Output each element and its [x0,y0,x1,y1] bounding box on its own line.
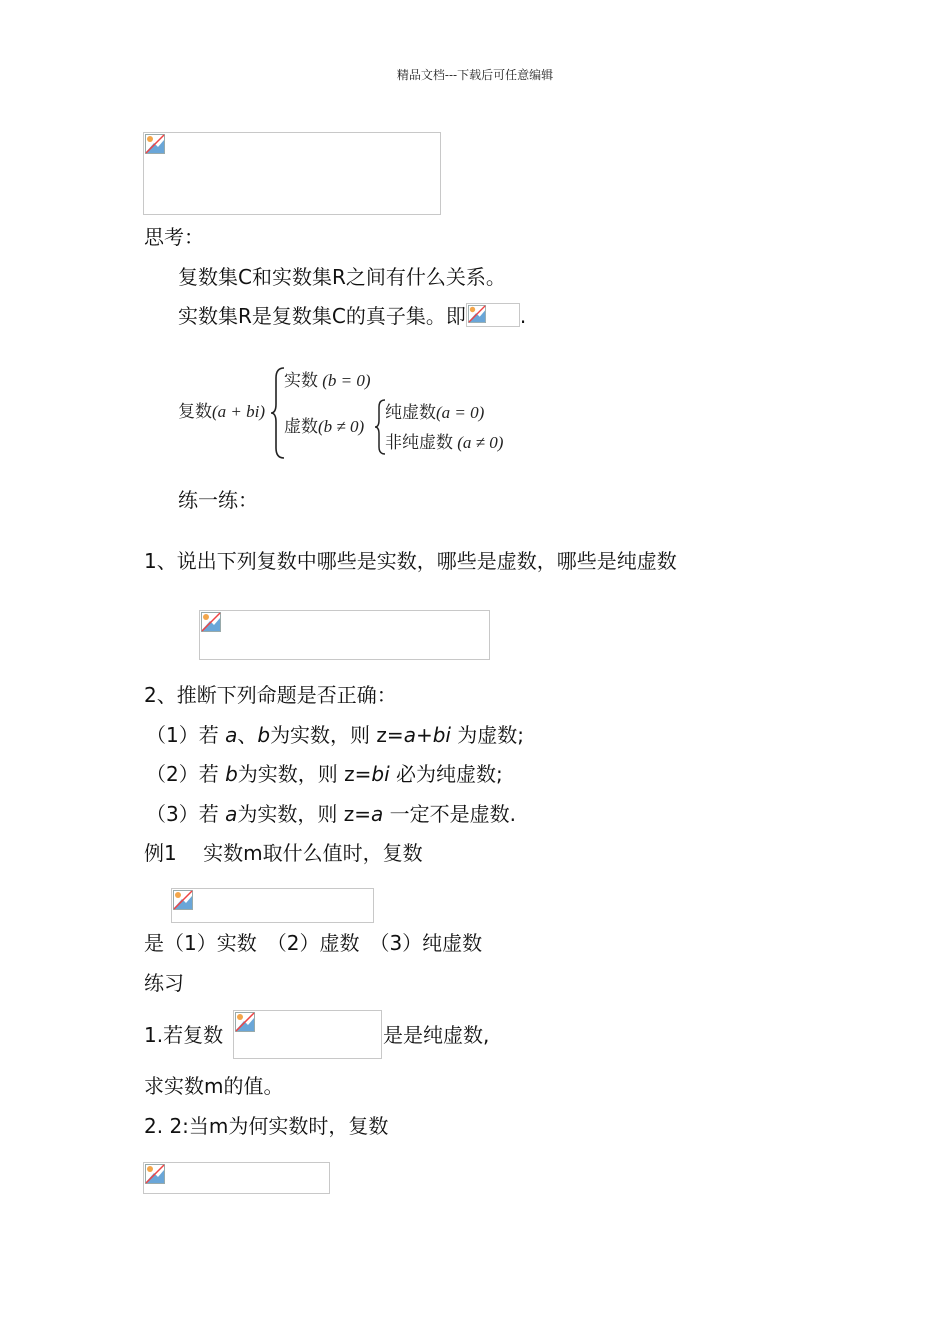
practice-title: 练一练： [178,488,258,512]
classification-diagram [178,364,538,464]
subset-image [466,303,520,327]
question-1: 1、说出下列复数中哪些是实数，哪些是虚数，哪些是纯虚数 [144,549,677,573]
broken-image-icon [201,612,221,632]
example-1-title: 例1 实数m取什么值时，复数 [144,841,423,865]
real-label: 实数 (b = 0) [284,371,371,390]
exercise-1-formula-image [233,1010,382,1059]
think-answer [178,303,526,329]
question-2-item-1: （1）若 a、b为实数，则 z=a+bi 为虚数; [146,723,525,747]
root-label: 复数(a + bi) [178,402,266,421]
question-2-item-2: （2）若 b为实数，则 z=bi 必为纯虚数; [146,762,503,786]
example-1-answer: 是（1）实数 （2）虚数 （3）纯虚数 [144,931,483,955]
question-2-item-3: （3）若 a为实数，则 z=a 一定不是虚数. [146,802,516,826]
nonpure-imag-label: 非纯虚数 (a ≠ 0) [385,433,504,452]
broken-image-icon [468,305,486,323]
broken-image-icon [235,1012,255,1032]
exercise-2: 2. 2:当m为何实数时，复数 [144,1114,389,1138]
page-header: 精品文档---下载后可任意编辑 [396,68,554,82]
think-title: 思考： [144,225,204,249]
example-1-formula-image [171,888,374,923]
exercise-1-after: 是是纯虚数, [383,1023,490,1047]
exercise-2-formula-image [143,1162,330,1194]
broken-image-icon [145,1164,165,1184]
exercise-1-before: 1.若复数 [144,1023,224,1047]
broken-image-icon [145,134,165,154]
think-answer-period: . [519,304,527,328]
complex-list-image [199,610,490,660]
think-question: 复数集C和实数集R之间有什么关系。 [178,265,506,289]
question-2-title: 2、推断下列命题是否正确： [144,683,397,707]
exercise-title: 练习 [144,971,184,995]
exercise-1-line-2: 求实数m的值。 [144,1074,284,1098]
pure-imag-label: 纯虚数(a = 0) [385,403,485,422]
think-answer-text: 实数集R是复数集C的真子集。即 [178,304,466,328]
imag-label: 虚数(b ≠ 0) [284,417,365,436]
broken-image-icon [173,890,193,910]
formula-image [143,132,441,215]
